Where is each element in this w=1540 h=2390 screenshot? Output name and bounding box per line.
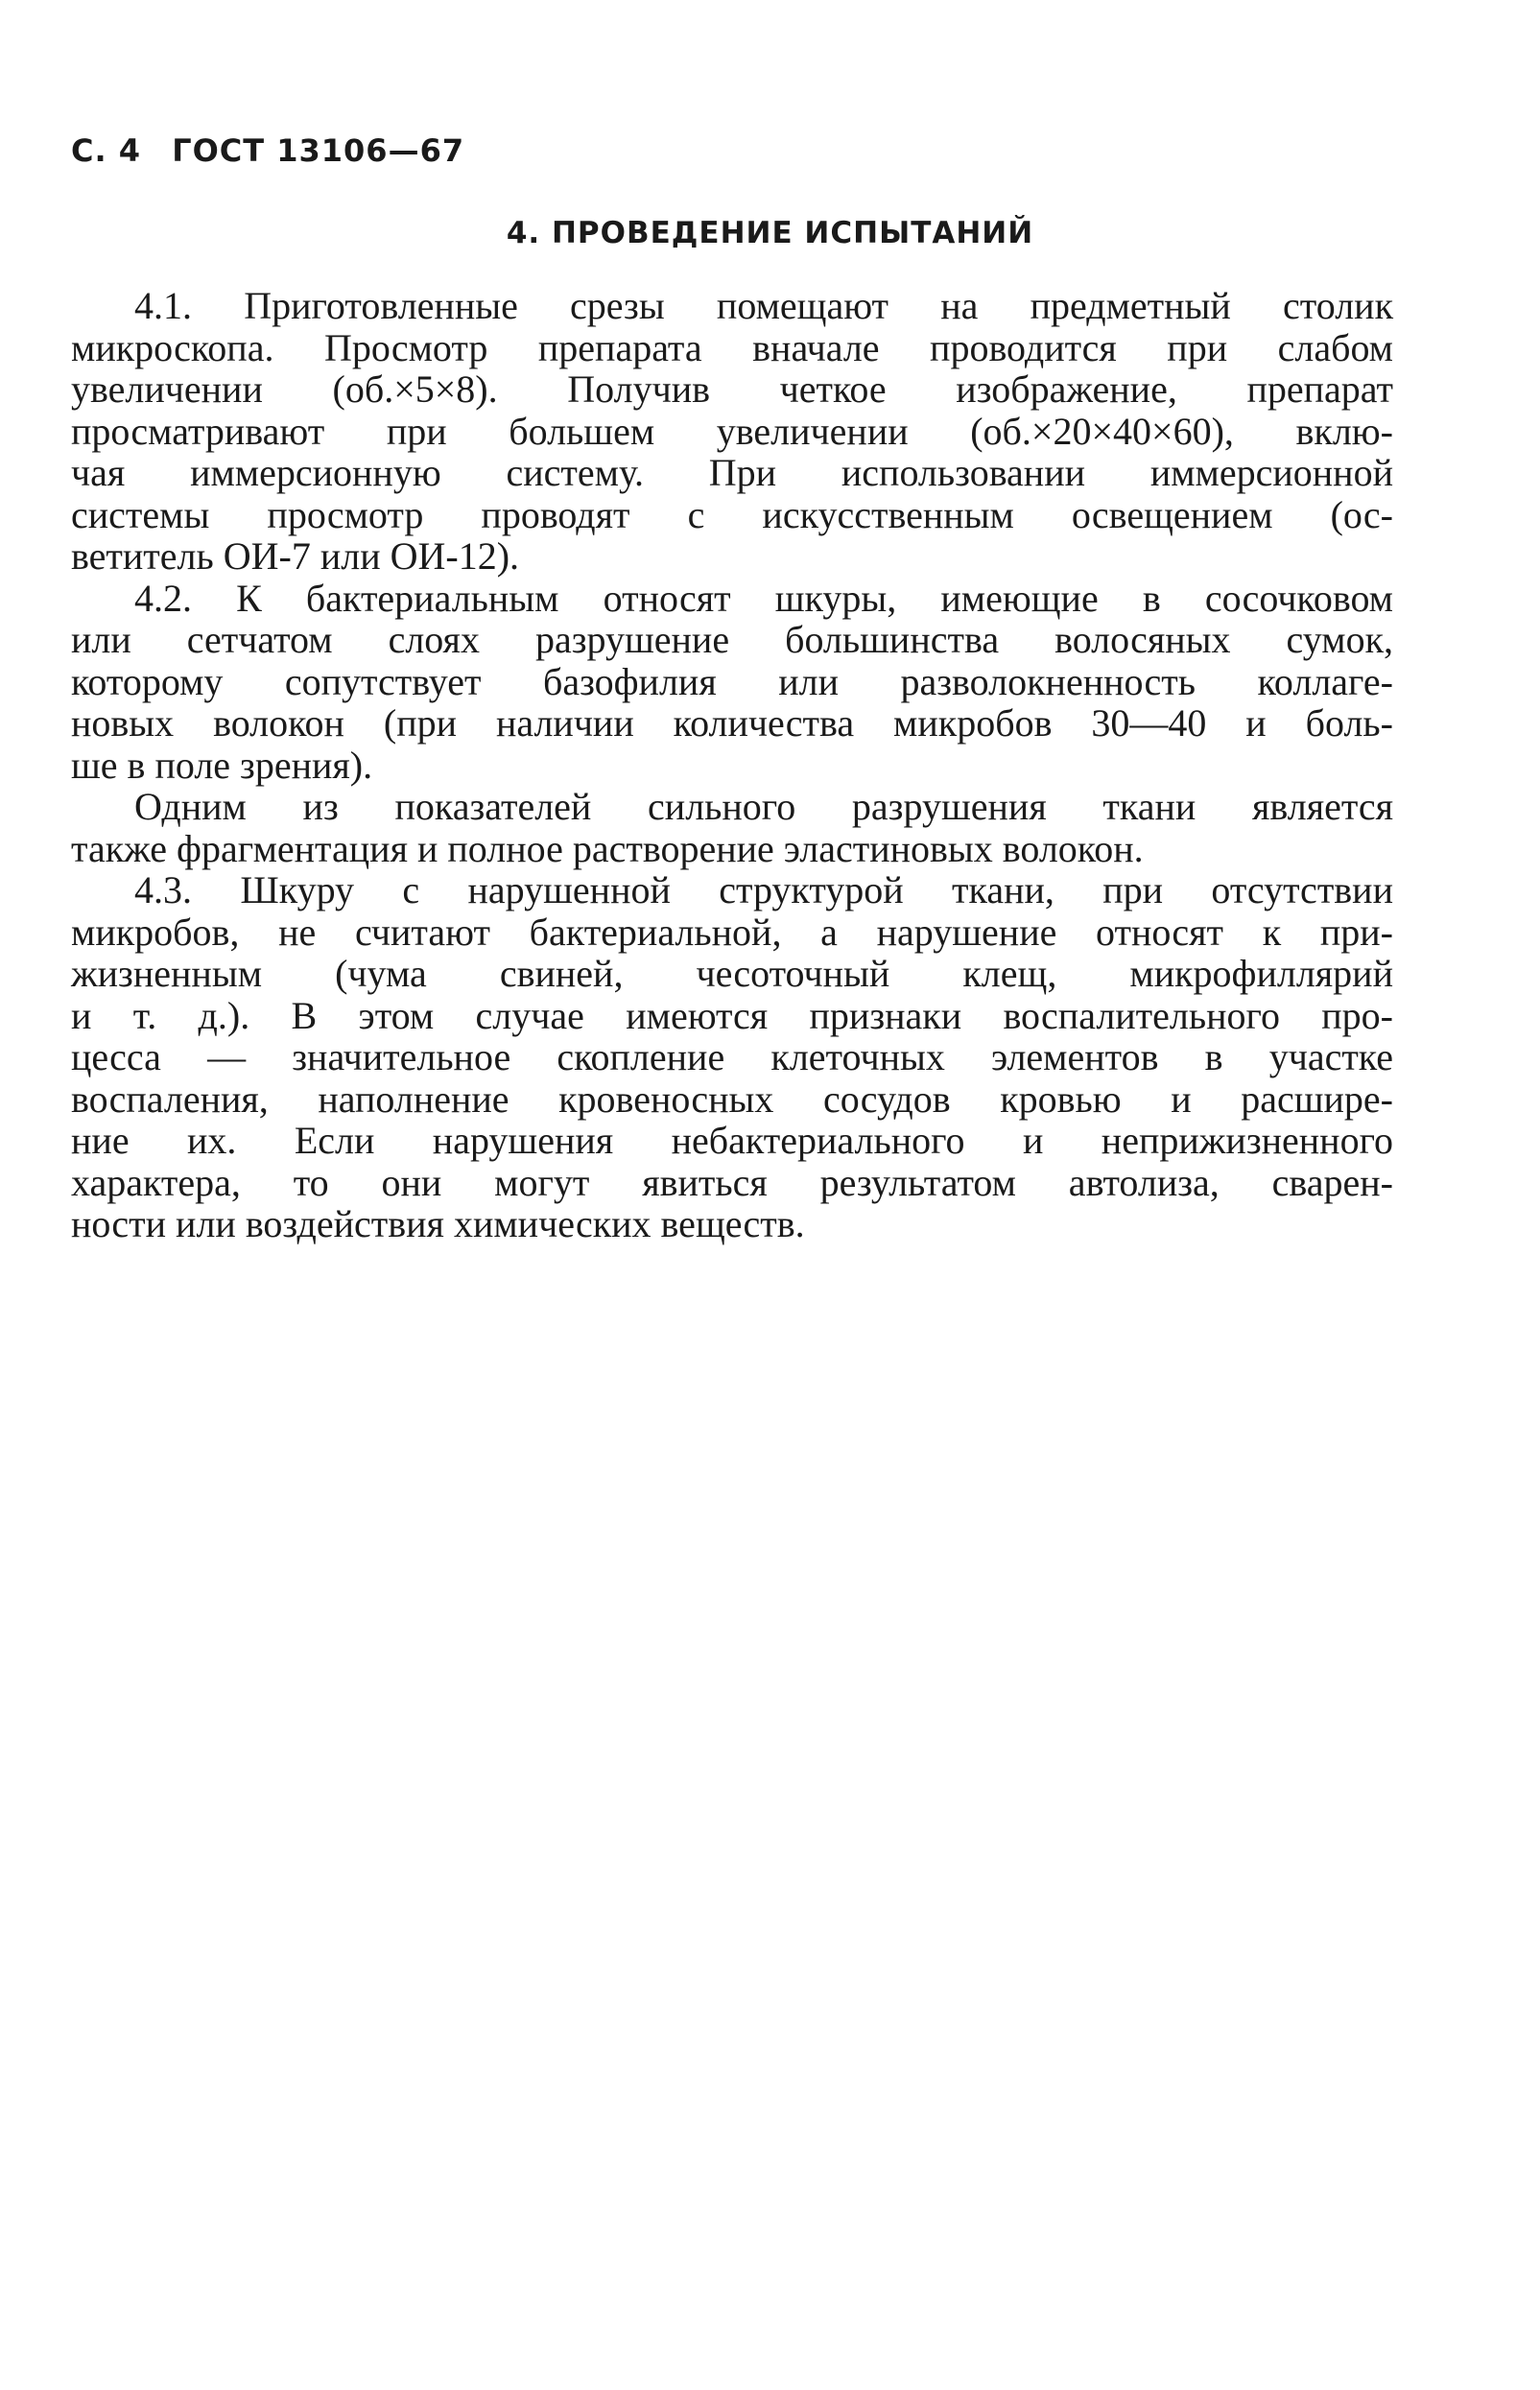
paragraph-4-2 [71,578,1393,787]
text-line: микроскопа. Просмотр препарата вначале проводится при слабом [71,325,1393,369]
section-title: 4. ПРОВЕДЕНИЕ ИСПЫТАНИЙ [506,216,1034,250]
text-line: воспаления, наполнение кровеносных сосудов кровью и расшире- [71,1077,1393,1121]
text-line: 4.2. К бактериальным относят шкуры, имеющие в сосочковом [134,576,1393,620]
page-number: С. 4 [71,132,142,169]
text-line: жизненным (чума свиней, чесоточный клещ, микрофиллярий [71,952,1393,995]
paragraph-4-3 [71,869,1393,1245]
text-line: 4.1. Приготовленные срезы помещают на предметный столик [134,284,1393,327]
text-line: просматривают при большем увеличении (об.×20×40×60), вклю- [71,409,1393,453]
text-line: и т. д.). В этом случае имеются признаки воспалительного про- [71,993,1393,1037]
text-line: увеличении (об.×5×8). Получив четкое изображение, препарат [71,367,1393,411]
text-line: 4.3. Шкуру с нарушенной структурой ткани, при отсутствии [134,868,1393,911]
text-line: системы просмотр проводят с искусственным освещением (ос- [71,492,1393,536]
document-body [71,285,1393,1245]
paragraph-4-1 [71,285,1393,578]
text-line: ветитель ОИ-7 или ОИ-12). [71,534,520,578]
text-line: чая иммерсионную систему. При использовании иммерсионной [71,451,1393,494]
text-line: микробов, не считают бактериальной, а нарушение относят к при- [71,910,1393,954]
text-line: которому сопутствует базофилия или разволокненность коллаге- [71,659,1393,703]
standard-number: ГОСТ 13106—67 [172,132,465,169]
text-line: ше в поле зрения). [71,743,373,787]
text-line: Одним из показателей сильного разрушения ткани является [134,785,1393,828]
text-line: характера, то они могут явиться результатом автолиза, сварен- [71,1160,1393,1204]
text-line: цесса — значительное скопление клеточных элементов в участке [71,1035,1393,1078]
text-line: также фрагментация и полное растворение эластиновых волокон. [71,826,1144,870]
text-line: новых волокон (при наличии количества микробов 30—40 и боль- [71,701,1393,745]
page-header [71,132,484,169]
text-line: ние их. Если нарушения небактериального и неприжизненного [71,1119,1393,1162]
text-line: или сетчатом слоях разрушение большинства волосяных сумок, [71,618,1393,661]
paragraph-4-2-continued [71,786,1393,869]
text-line: ности или воздействия химических веществ. [71,1202,805,1245]
